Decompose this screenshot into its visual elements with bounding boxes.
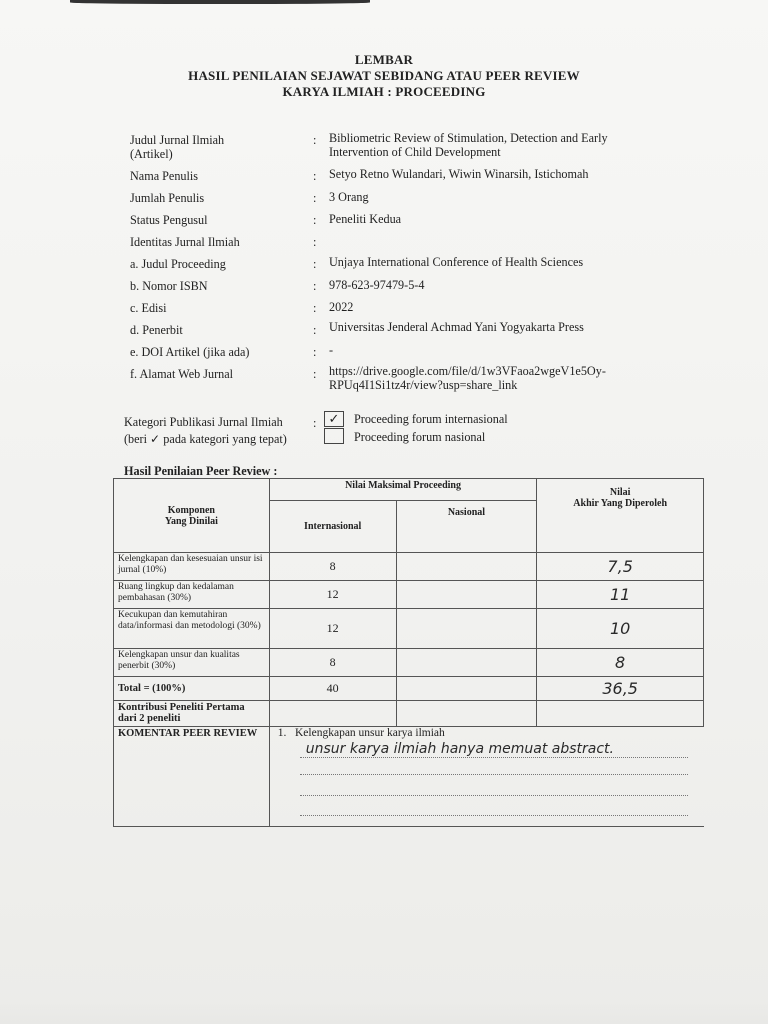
komentar-handwritten: unsur karya ilmiah hanya memuat abstract.	[305, 741, 614, 757]
total-nilai-handwritten: 36,5	[537, 677, 704, 701]
field-colon: :	[313, 213, 317, 227]
row-nasional	[396, 609, 537, 649]
field-value-nama-penulis: Setyo Retno Wulandari, Wiwin Winarsih, Istichomah	[329, 167, 589, 181]
header-line-1: LEMBAR	[354, 52, 414, 67]
komentar-item: 1. Kelengkapan unsur karya ilmiah	[277, 727, 445, 739]
table-kontribusi-row	[114, 701, 704, 727]
dotted-line	[300, 757, 688, 758]
dotted-line	[300, 795, 688, 796]
option-internasional-label: Proceeding forum internasional	[354, 412, 508, 426]
row-nilai-handwritten: 8	[537, 649, 704, 677]
field-colon: :	[313, 323, 317, 337]
field-value-penerbit: Universitas Jenderal Achmad Yani Yogyakarta Press	[329, 320, 584, 334]
header-komponen: Komponen Yang Dinilai	[114, 479, 270, 553]
row-nasional	[396, 581, 537, 609]
dotted-line	[300, 815, 688, 816]
total-nasional	[396, 677, 537, 701]
row-internasional: 12	[269, 581, 396, 609]
field-label-status-pengusul: Status Pengusul	[130, 213, 208, 227]
kategori-colon: :	[313, 416, 317, 430]
field-value-web: https://drive.google.com/file/d/1w3VFaoa2wgeV1e5Oy- RPUq4I1Si1tz4r/view?usp=share_link	[329, 364, 606, 392]
field-value-edisi: 2022	[329, 300, 354, 314]
row-nasional	[396, 649, 537, 677]
kontribusi-nasional	[396, 701, 537, 727]
dotted-line	[300, 774, 688, 775]
kontribusi-nilai	[537, 701, 704, 727]
field-colon: :	[313, 257, 317, 271]
field-value-isbn: 978-623-97479-5-4	[329, 278, 425, 292]
header-line-3: KARYA ILMIAH : PROCEEDING	[282, 84, 486, 99]
row-nasional	[396, 553, 537, 581]
table-row	[114, 609, 704, 649]
row-komponen: Kelengkapan unsur dan kualitas penerbit (30%)	[114, 649, 270, 677]
field-colon: :	[313, 367, 317, 381]
field-value-status-pengusul: Peneliti Kedua	[329, 212, 402, 226]
field-label-nama-penulis: Nama Penulis	[130, 169, 199, 183]
total-internasional: 40	[269, 677, 396, 701]
field-value-judul-proceeding: Unjaya International Conference of Health Sciences	[329, 255, 584, 269]
row-internasional: 8	[269, 553, 396, 581]
field-label-jumlah-penulis: Jumlah Penulis	[130, 191, 205, 205]
field-colon: :	[313, 301, 317, 315]
field-label-penerbit: d. Penerbit	[130, 323, 183, 337]
field-label-judul-proceeding: a. Judul Proceeding	[130, 257, 226, 271]
table-header-row	[114, 479, 704, 501]
option-nasional-label: Proceeding forum nasional	[354, 430, 486, 444]
document-header	[0, 52, 768, 100]
header-nasional: Nasional	[396, 501, 537, 553]
row-internasional: 12	[269, 609, 396, 649]
field-colon: :	[313, 235, 317, 249]
field-label-identitas: Identitas Jurnal Ilmiah	[130, 235, 240, 249]
header-line-2: HASIL PENILAIAN SEJAWAT SEBIDANG ATAU PEER REVIEW	[188, 68, 580, 83]
kontribusi-label: Kontribusi Peneliti Pertama dari 2 peneliti	[114, 701, 270, 727]
komentar-label: KOMENTAR PEER REVIEW	[114, 727, 270, 827]
checkbox-nasional[interactable]	[324, 428, 344, 444]
kategori-label: Kategori Publikasi Jurnal Ilmiah (beri ✓ pada kategori yang tepat)	[124, 415, 287, 446]
komentar-content	[269, 727, 703, 827]
table-komentar-row	[114, 727, 704, 827]
field-value-doi: -	[329, 343, 334, 357]
field-label-web: f. Alamat Web Jurnal	[130, 367, 234, 381]
row-internasional: 8	[269, 649, 396, 677]
field-colon: :	[313, 279, 317, 293]
header-internasional: Internasional	[269, 501, 396, 553]
total-label: Total = (100%)	[114, 677, 270, 701]
kontribusi-internasional	[269, 701, 396, 727]
row-nilai-handwritten: 10	[537, 609, 704, 649]
row-nilai-handwritten: 7,5	[537, 553, 704, 581]
table-row	[114, 649, 704, 677]
scan-edge-shadow	[70, 0, 370, 4]
field-label-edisi: c. Edisi	[130, 301, 167, 315]
result-title: Hasil Penilaian Peer Review :	[124, 464, 278, 478]
header-nilai: Nilai Akhir Yang Diperoleh	[537, 479, 704, 553]
field-label-judul: Judul Jurnal Ilmiah (Artikel)	[130, 133, 225, 161]
result-table	[113, 478, 704, 827]
checkbox-internasional[interactable]: ✓	[324, 411, 344, 427]
field-colon: :	[313, 169, 317, 183]
row-nilai-handwritten: 11	[537, 581, 704, 609]
table-total-row	[114, 677, 704, 701]
row-komponen: Ruang lingkup dan kedalaman pembahasan (30%)	[114, 581, 270, 609]
field-label-doi: e. DOI Artikel (jika ada)	[130, 345, 250, 359]
table-row	[114, 553, 704, 581]
row-komponen: Kecukupan dan kemutahiran data/informasi dan metodologi (30%)	[114, 609, 270, 649]
header-nilai-maks: Nilai Maksimal Proceeding	[269, 479, 537, 501]
table-row	[114, 581, 704, 609]
field-colon: :	[313, 133, 317, 147]
field-value-jumlah-penulis: 3 Orang	[329, 190, 369, 204]
field-value-judul: Bibliometric Review of Stimulation, Detection and Early Intervention of Child Development	[329, 131, 608, 159]
field-colon: :	[313, 345, 317, 359]
field-label-isbn: b. Nomor ISBN	[130, 279, 208, 293]
row-komponen: Kelengkapan dan kesesuaian unsur isi jurnal (10%)	[114, 553, 270, 581]
scan-bottom-edge	[0, 1000, 768, 1024]
field-colon: :	[313, 191, 317, 205]
